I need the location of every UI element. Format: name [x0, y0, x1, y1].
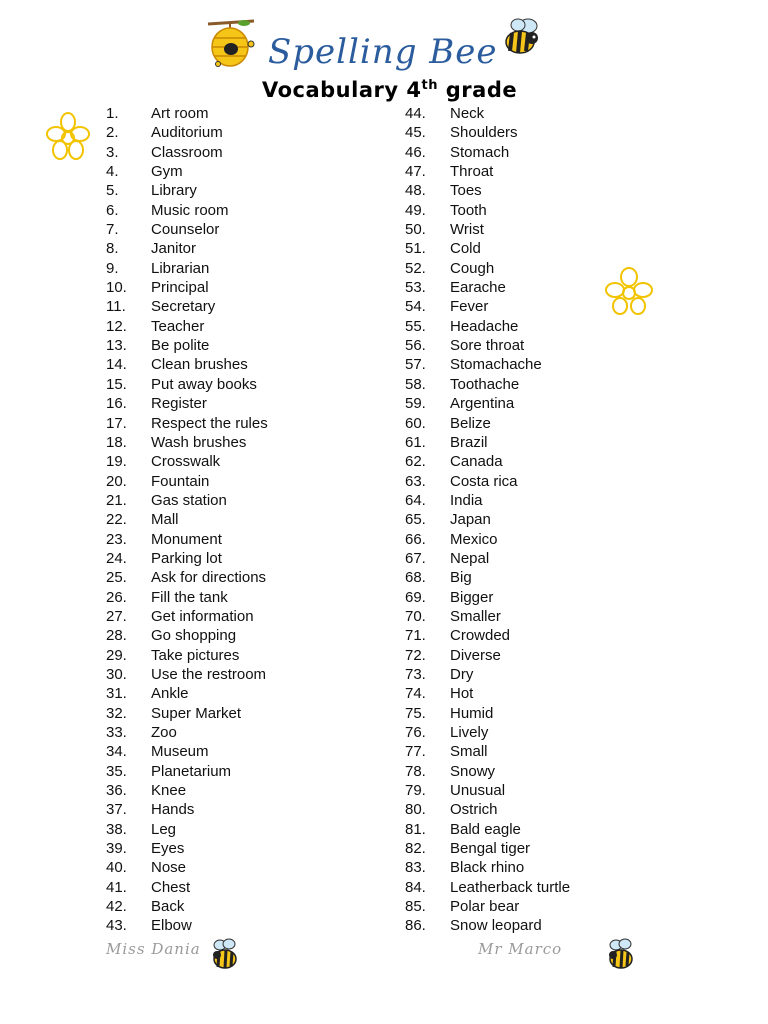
beehive-icon — [204, 18, 258, 70]
item-word: Hands — [151, 801, 195, 819]
item-word: Tooth — [450, 201, 487, 219]
item-number: 20. — [106, 472, 127, 490]
item-word: Planetarium — [151, 762, 232, 780]
list-item — [106, 781, 268, 800]
list-item — [405, 742, 570, 761]
list-item — [106, 336, 268, 355]
list-item — [405, 704, 570, 723]
item-number: 65. — [405, 511, 426, 529]
list-item — [106, 858, 268, 877]
list-item — [106, 181, 268, 200]
item-word: Cold — [450, 240, 481, 258]
item-word: Clean brushes — [151, 356, 248, 374]
item-number: 86. — [405, 917, 426, 935]
list-item — [405, 123, 570, 142]
bee-icon — [604, 936, 640, 972]
item-number: 35. — [106, 762, 127, 780]
item-word: Throat — [450, 163, 494, 181]
item-number: 1. — [106, 105, 119, 122]
list-item — [106, 839, 268, 858]
item-word: Small — [450, 743, 488, 761]
list-item — [106, 568, 268, 587]
item-number: 67. — [405, 549, 426, 567]
flower-icon — [44, 110, 92, 166]
list-item — [405, 143, 570, 162]
list-item — [405, 588, 570, 607]
list-item — [106, 723, 268, 742]
item-word: Fountain — [151, 472, 210, 490]
list-item — [106, 510, 268, 529]
item-number: 60. — [405, 414, 426, 432]
item-word: Bigger — [450, 588, 494, 606]
item-number: 42. — [106, 898, 127, 916]
item-word: Ask for directions — [151, 569, 267, 587]
item-word: Polar bear — [450, 898, 520, 916]
list-item — [405, 646, 570, 665]
item-number: 19. — [106, 453, 127, 471]
item-word: Leg — [151, 820, 177, 838]
item-number: 10. — [106, 279, 127, 297]
list-item — [405, 568, 570, 587]
list-item — [106, 897, 268, 916]
list-item — [405, 491, 570, 510]
item-number: 62. — [405, 453, 426, 471]
item-word: Parking lot — [151, 549, 222, 567]
item-number: 38. — [106, 820, 127, 838]
item-word: Gym — [151, 163, 183, 181]
list-item — [405, 723, 570, 742]
list-item — [106, 394, 268, 413]
list-item — [405, 239, 570, 258]
item-number: 49. — [405, 201, 426, 219]
item-number: 45. — [405, 124, 426, 142]
item-word: Nose — [151, 859, 187, 877]
list-item — [106, 162, 268, 181]
item-word: Gas station — [151, 491, 227, 509]
list-item — [106, 259, 268, 278]
item-word: Hot — [450, 685, 474, 703]
item-word: Fill the tank — [151, 588, 228, 606]
item-number: 21. — [106, 491, 127, 509]
item-number: 48. — [405, 182, 426, 200]
list-item — [405, 839, 570, 858]
item-number: 8. — [106, 240, 119, 258]
item-word: Fever — [450, 298, 489, 316]
item-word: Argentina — [450, 395, 515, 413]
item-number: 25. — [106, 569, 127, 587]
item-number: 53. — [405, 279, 426, 297]
item-number: 69. — [405, 588, 426, 606]
list-item — [106, 665, 268, 684]
item-number: 29. — [106, 646, 127, 664]
list-item — [106, 278, 268, 297]
item-number: 5. — [106, 182, 119, 200]
item-word: India — [450, 491, 483, 509]
list-item — [106, 626, 268, 645]
item-word: Super Market — [151, 704, 242, 722]
subtitle-end: grade — [437, 78, 518, 102]
item-number: 77. — [405, 743, 426, 761]
item-number: 14. — [106, 356, 127, 374]
item-number: 72. — [405, 646, 426, 664]
item-word: Principal — [151, 279, 209, 297]
item-word: Crosswalk — [151, 453, 221, 471]
list-item — [106, 239, 268, 258]
item-number: 16. — [106, 395, 127, 413]
item-number: 40. — [106, 859, 127, 877]
bee-icon — [208, 936, 244, 972]
list-item — [106, 916, 268, 935]
list-item — [106, 220, 268, 239]
item-number: 80. — [405, 801, 426, 819]
item-number: 26. — [106, 588, 127, 606]
list-item — [405, 336, 570, 355]
item-word: Monument — [151, 530, 222, 548]
item-number: 55. — [405, 317, 426, 335]
list-item — [405, 897, 570, 916]
item-number: 15. — [106, 375, 127, 393]
item-number: 31. — [106, 685, 127, 703]
item-word: Cough — [450, 259, 495, 277]
item-number: 59. — [405, 395, 426, 413]
item-number: 74. — [405, 685, 426, 703]
list-item — [106, 355, 268, 374]
item-number: 71. — [405, 627, 426, 645]
item-number: 52. — [405, 259, 426, 277]
item-number: 82. — [405, 840, 426, 858]
list-item — [405, 259, 570, 278]
item-word: Respect the rules — [151, 414, 268, 432]
item-number: 11. — [106, 298, 126, 316]
item-word: Librarian — [151, 259, 210, 277]
item-number: 76. — [405, 724, 426, 741]
item-number: 13. — [106, 337, 127, 355]
list-item — [106, 549, 268, 568]
item-word: Auditorium — [151, 124, 223, 142]
item-word: Teacher — [151, 317, 205, 335]
item-word: Snowy — [450, 762, 496, 780]
list-item — [106, 375, 268, 394]
word-list-right — [405, 104, 570, 936]
item-number: 17. — [106, 414, 127, 432]
item-word: Knee — [151, 782, 187, 800]
list-item — [106, 646, 268, 665]
item-number: 23. — [106, 530, 127, 548]
list-item — [106, 414, 268, 433]
item-number: 30. — [106, 665, 127, 683]
list-item — [405, 800, 570, 819]
item-number: 24. — [106, 549, 127, 567]
list-item — [405, 452, 570, 471]
item-number: 37. — [106, 801, 127, 819]
item-number: 84. — [405, 878, 426, 896]
item-word: Big — [450, 569, 472, 587]
list-item — [106, 800, 268, 819]
item-number: 58. — [405, 375, 426, 393]
item-number: 75. — [405, 704, 426, 722]
list-item — [405, 607, 570, 626]
item-word: Mall — [151, 511, 179, 529]
item-number: 50. — [405, 221, 426, 239]
item-number: 83. — [405, 859, 426, 877]
item-word: Go shopping — [151, 627, 237, 645]
list-item — [405, 394, 570, 413]
list-item — [405, 626, 570, 645]
item-word: Diverse — [450, 646, 501, 664]
item-number: 6. — [106, 201, 119, 219]
list-item — [405, 530, 570, 549]
item-number: 78. — [405, 762, 426, 780]
item-word: Bengal tiger — [450, 840, 531, 858]
item-word: Art room — [151, 105, 209, 122]
item-number: 64. — [405, 491, 426, 509]
list-item — [106, 201, 268, 220]
item-number: 79. — [405, 782, 426, 800]
item-word: Unusual — [450, 782, 506, 800]
item-word: Bald eagle — [450, 820, 521, 838]
item-word: Sore throat — [450, 337, 525, 355]
item-number: 81. — [405, 820, 426, 838]
item-number: 33. — [106, 724, 127, 741]
item-number: 57. — [405, 356, 426, 374]
item-word: Use the restroom — [151, 665, 267, 683]
list-item — [106, 607, 268, 626]
item-word: Secretary — [151, 298, 216, 316]
list-item — [106, 878, 268, 897]
item-number: 12. — [106, 317, 127, 335]
item-word: Ostrich — [450, 801, 498, 819]
item-word: Smaller — [450, 607, 501, 625]
list-item — [106, 104, 268, 123]
item-number: 28. — [106, 627, 127, 645]
list-item — [405, 201, 570, 220]
list-item — [106, 684, 268, 703]
list-item — [106, 820, 268, 839]
list-item — [106, 588, 268, 607]
list-item — [405, 665, 570, 684]
bee-icon — [496, 16, 544, 58]
item-word: Dry — [450, 665, 474, 683]
item-word: Ankle — [151, 685, 189, 703]
list-item — [106, 452, 268, 471]
item-word: Toothache — [450, 375, 520, 393]
item-number: 66. — [405, 530, 426, 548]
list-item — [106, 530, 268, 549]
item-word: Museum — [151, 743, 209, 761]
item-word: Janitor — [151, 240, 197, 258]
item-number: 56. — [405, 337, 426, 355]
item-word: Music room — [151, 201, 229, 219]
item-word: Lively — [450, 724, 489, 741]
list-item — [106, 123, 268, 142]
item-number: 63. — [405, 472, 426, 490]
list-item — [405, 762, 570, 781]
item-word: Counselor — [151, 221, 220, 239]
list-item — [106, 704, 268, 723]
item-word: Costa rica — [450, 472, 518, 490]
item-word: Headache — [450, 317, 519, 335]
item-word: Wash brushes — [151, 433, 247, 451]
item-word: Crowded — [450, 627, 511, 645]
list-item — [405, 472, 570, 491]
word-list-left — [106, 104, 268, 936]
item-word: Put away books — [151, 375, 257, 393]
list-item — [405, 181, 570, 200]
list-item — [405, 684, 570, 703]
item-number: 68. — [405, 569, 426, 587]
list-item — [106, 317, 268, 336]
item-number: 22. — [106, 511, 127, 529]
list-item — [405, 510, 570, 529]
item-word: Be polite — [151, 337, 210, 355]
item-word: Register — [151, 395, 207, 413]
list-item — [106, 297, 268, 316]
list-item — [106, 762, 268, 781]
item-word: Humid — [450, 704, 494, 722]
list-item — [405, 858, 570, 877]
item-number: 2. — [106, 124, 119, 142]
item-word: Classroom — [151, 143, 223, 161]
item-number: 70. — [405, 607, 426, 625]
item-word: Library — [151, 182, 197, 200]
item-number: 51. — [405, 240, 426, 258]
item-word: Stomachache — [450, 356, 542, 374]
list-item — [405, 414, 570, 433]
item-word: Chest — [151, 878, 191, 896]
item-word: Toes — [450, 182, 482, 200]
list-item — [405, 375, 570, 394]
list-item — [405, 317, 570, 336]
item-number: 34. — [106, 743, 127, 761]
list-item — [405, 162, 570, 181]
item-word: Belize — [450, 414, 491, 432]
item-number: 61. — [405, 433, 426, 451]
item-word: Stomach — [450, 143, 510, 161]
list-item — [106, 472, 268, 491]
item-number: 47. — [405, 163, 426, 181]
list-item — [405, 220, 570, 239]
item-word: Mexico — [450, 530, 498, 548]
item-number: 9. — [106, 259, 119, 277]
item-number: 46. — [405, 143, 426, 161]
item-number: 85. — [405, 898, 426, 916]
item-word: Leatherback turtle — [450, 878, 571, 896]
list-item — [106, 742, 268, 761]
list-item — [405, 878, 570, 897]
page-title: Spelling Bee — [268, 32, 498, 72]
list-item — [106, 433, 268, 452]
item-number: 44. — [405, 105, 426, 122]
list-item — [405, 781, 570, 800]
list-item — [405, 549, 570, 568]
item-word: Nepal — [450, 549, 490, 567]
list-item — [405, 433, 570, 452]
item-word: Wrist — [450, 221, 484, 239]
list-item — [405, 916, 570, 935]
subtitle-superscript: th — [421, 78, 438, 93]
item-number: 27. — [106, 607, 127, 625]
item-word: Japan — [450, 511, 491, 529]
item-number: 41. — [106, 878, 127, 896]
item-word: Eyes — [151, 840, 185, 858]
item-word: Neck — [450, 105, 485, 122]
list-item — [405, 104, 570, 123]
item-number: 73. — [405, 665, 426, 683]
item-word: Black rhino — [450, 859, 525, 877]
item-word: Get information — [151, 607, 254, 625]
list-item — [405, 278, 570, 297]
flower-icon — [604, 266, 654, 318]
teacher-signature-left: Miss Dania — [106, 940, 201, 958]
list-item — [405, 355, 570, 374]
item-number: 32. — [106, 704, 127, 722]
item-word: Elbow — [151, 917, 192, 935]
teacher-signature-right: Mr Marco — [478, 940, 563, 958]
item-word: Back — [151, 898, 185, 916]
item-number: 36. — [106, 782, 127, 800]
item-word: Brazil — [450, 433, 488, 451]
item-word: Take pictures — [151, 646, 240, 664]
item-number: 39. — [106, 840, 127, 858]
list-item — [405, 820, 570, 839]
item-number: 3. — [106, 143, 119, 161]
list-item — [106, 491, 268, 510]
subtitle-main: Vocabulary 4 — [262, 78, 422, 102]
item-word: Earache — [450, 279, 506, 297]
list-item — [405, 297, 570, 316]
item-word: Snow leopard — [450, 917, 542, 935]
page-subtitle — [262, 78, 522, 102]
item-number: 7. — [106, 221, 119, 239]
item-number: 18. — [106, 433, 127, 451]
list-item — [106, 143, 268, 162]
item-number: 54. — [405, 298, 426, 316]
item-word: Zoo — [151, 724, 177, 741]
item-number: 4. — [106, 163, 119, 181]
item-word: Shoulders — [450, 124, 518, 142]
item-word: Canada — [450, 453, 503, 471]
item-number: 43. — [106, 917, 127, 935]
